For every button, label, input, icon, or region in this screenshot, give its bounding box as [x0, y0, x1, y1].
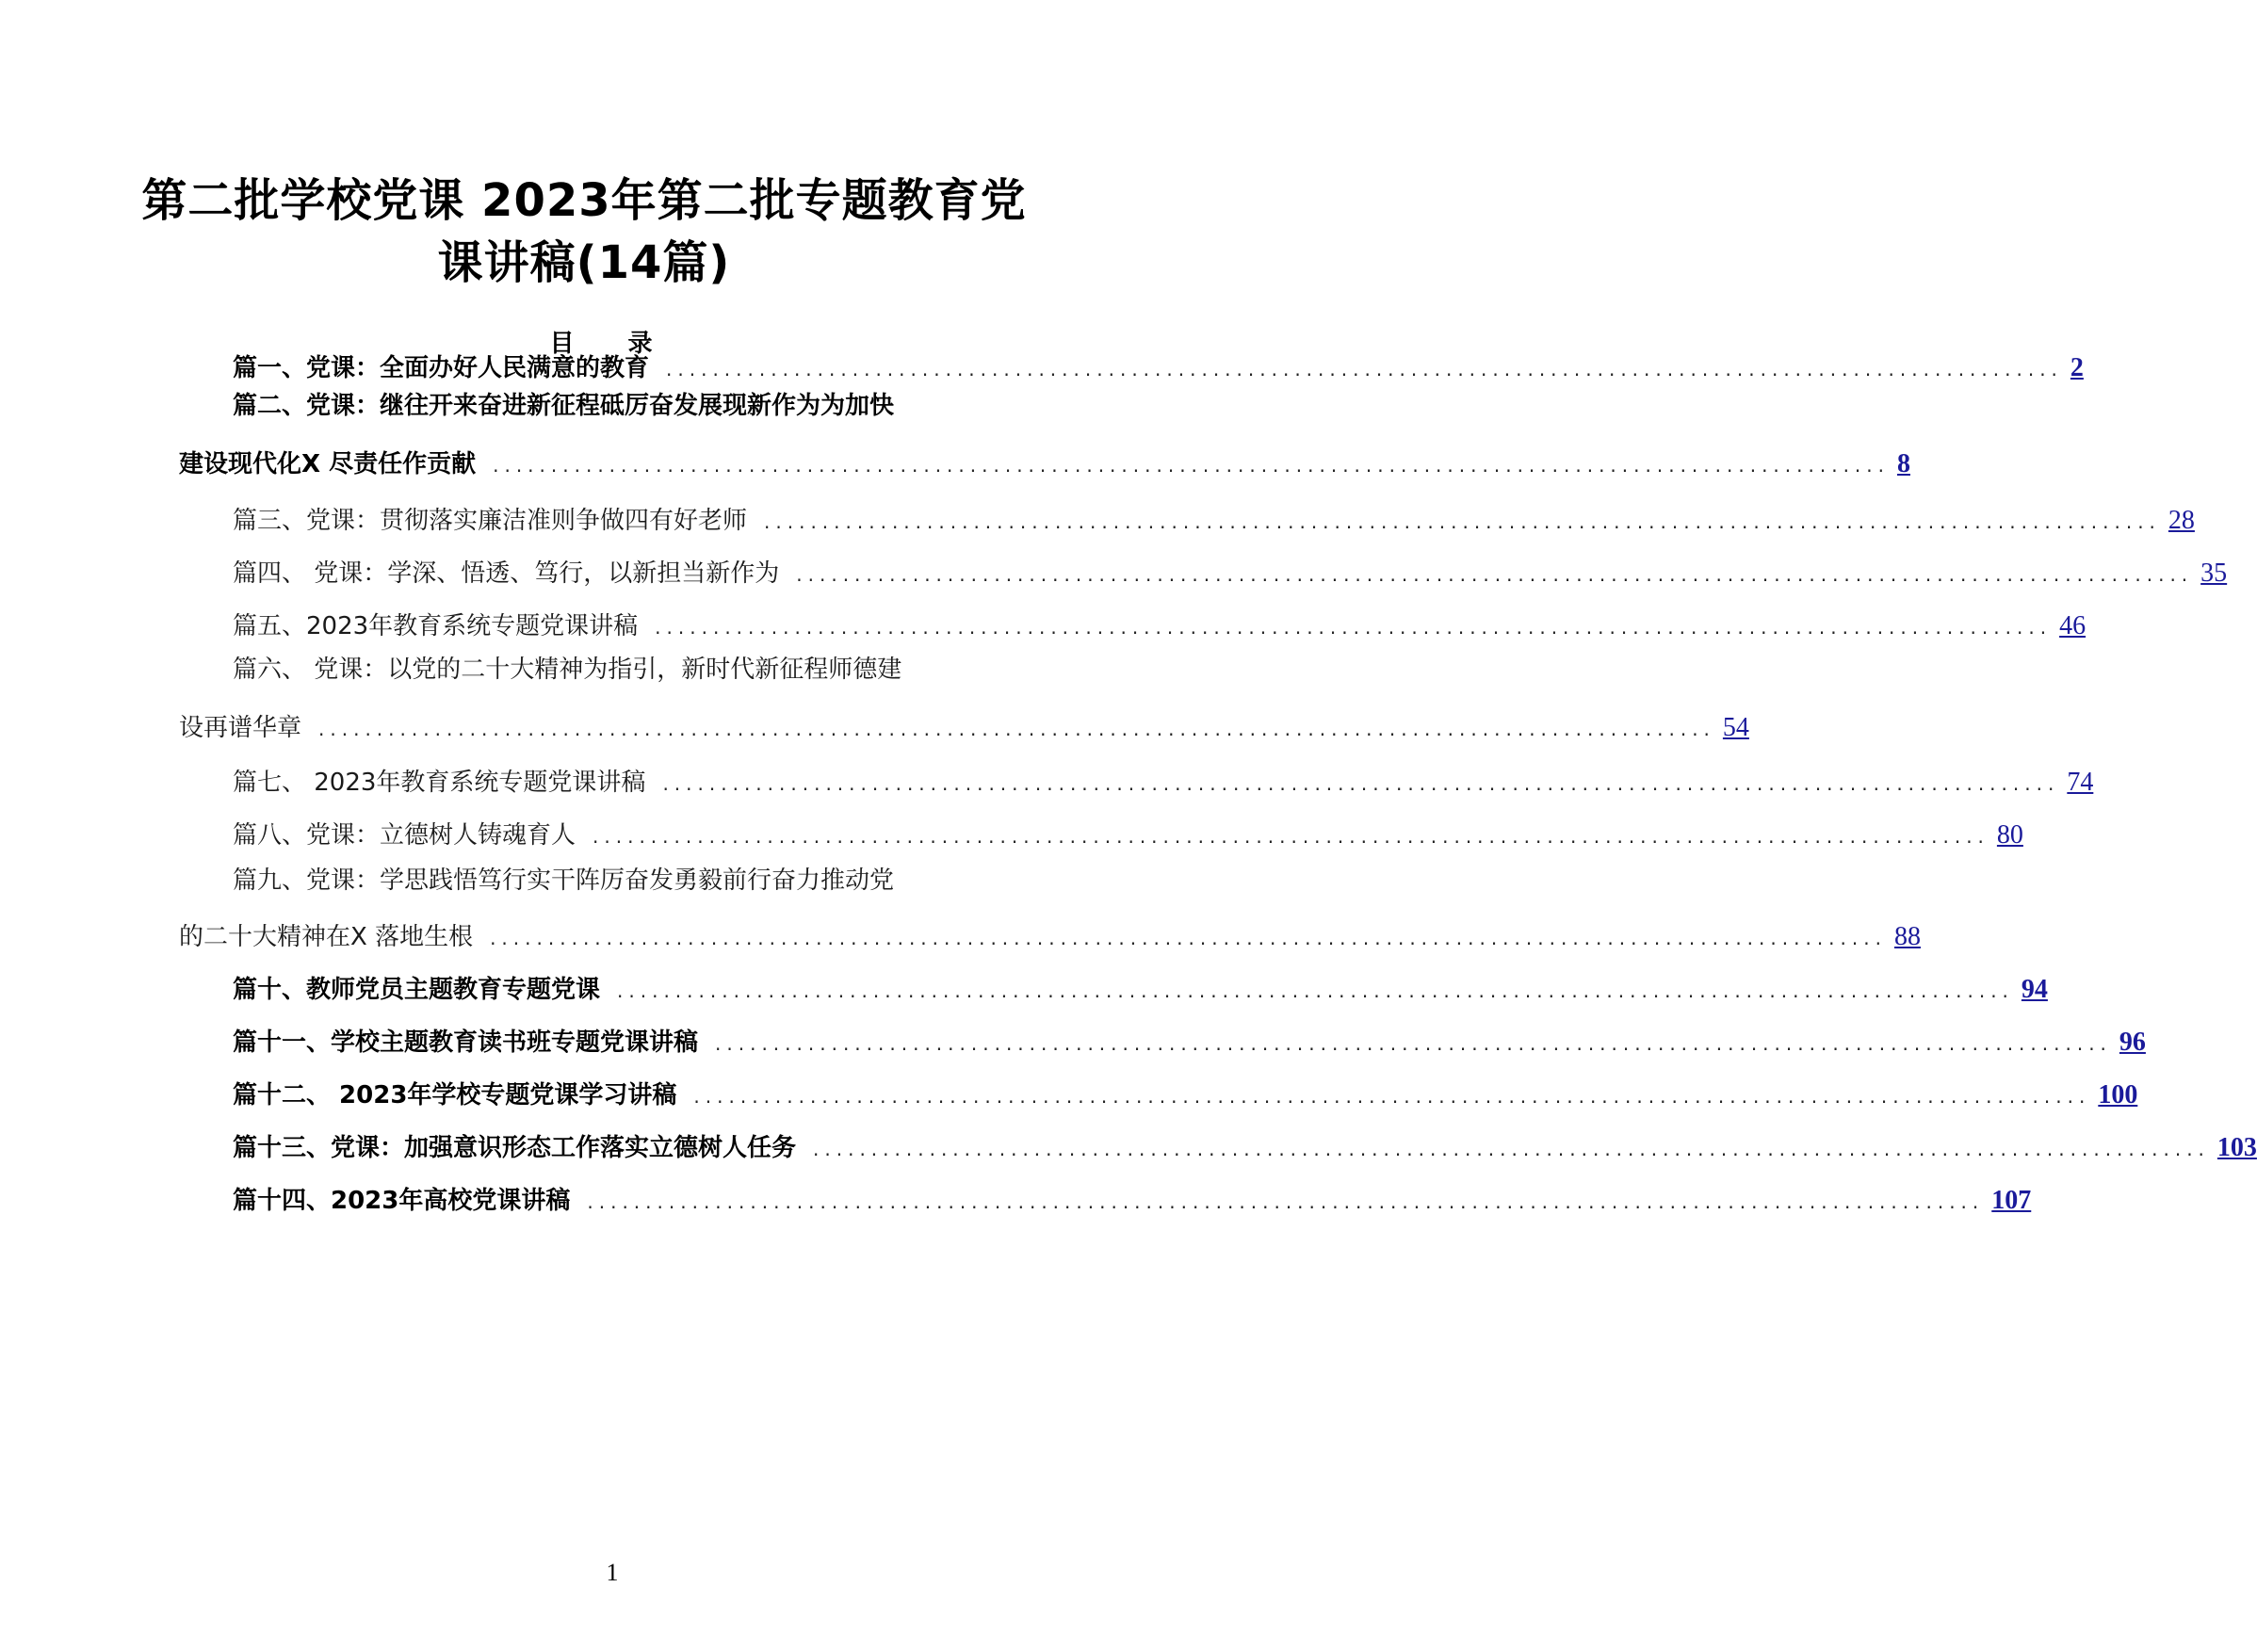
toc-entry-title: 篇十四、2023年高校党课讲稿 [233, 1187, 571, 1215]
toc-leader-dots: ........................................................................................................................ [617, 980, 2014, 1002]
toc-page-link[interactable]: 103 [2216, 1133, 2257, 1162]
toc-page-link[interactable]: 54 [1722, 713, 1749, 742]
toc-entry[interactable] [233, 1023, 2146, 1064]
toc-leader-dots: ........................................................................................................................ [666, 358, 2063, 381]
page-number: 1 [606, 1559, 619, 1586]
toc-leader-dots: ........................................................................................................................ [587, 1190, 1985, 1213]
toc-leader-dots: ........................................................................................................................ [655, 616, 2053, 639]
toc-entry-title: 篇十三、党课：加强意识形态工作落实立德树人任务 [233, 1134, 797, 1162]
toc-entry-title: 篇十、教师党员主题教育专题党课 [233, 976, 601, 1004]
toc-page-link[interactable]: 96 [2119, 1028, 2146, 1057]
toc-entry-line1: 篇九、党课：学思践悟笃行实干阵厉奋发勇毅前行奋力推动党 [233, 866, 895, 895]
toc-entry-title: 篇三、党课：贯彻落实廉洁准则争做四有好老师 [233, 507, 748, 535]
toc-page-link[interactable]: 94 [2021, 975, 2048, 1004]
toc-entry-title: 篇五、2023年教育系统专题党课讲稿 [233, 612, 639, 640]
toc-entry-title: 的二十大精神在X 落地生根 [179, 923, 474, 951]
toc-page-link[interactable]: 28 [2168, 506, 2195, 535]
toc-entry-title: 设再谱华章 [179, 714, 302, 742]
toc-entry-title: 篇十二、 2023年学校专题党课学习讲稿 [233, 1081, 677, 1109]
toc-entry[interactable] [233, 1181, 2032, 1223]
toc-leader-dots: ........................................................................................................................ [493, 454, 1890, 477]
toc-page-link[interactable]: 107 [1991, 1186, 2032, 1215]
toc-entry-title: 篇七、 2023年教育系统专题党课讲稿 [233, 769, 646, 797]
toc-entry[interactable] [179, 917, 1921, 959]
toc-entry[interactable] [233, 501, 2195, 543]
toc-entry[interactable] [233, 763, 2094, 804]
toc-entry[interactable] [233, 554, 2228, 595]
toc-entry-line1: 篇六、 党课：以党的二十大精神为指引，新时代新征程师德建 [233, 656, 902, 684]
toc-entry-title: 建设现代化X 尽责任作贡献 [179, 450, 477, 478]
toc-leader-dots: ........................................................................................................................ [318, 718, 1715, 740]
toc-leader-dots: ........................................................................................................................ [796, 563, 2194, 586]
toc-entry-line1: 篇二、党课：继往开来奋进新征程砥厉奋发展现新作为为加快 [233, 392, 895, 420]
document-title-line2: 课讲稿(14篇) [437, 236, 731, 289]
toc-page-link[interactable]: 8 [1897, 449, 1910, 478]
toc-leader-dots: ........................................................................................................................ [662, 772, 2060, 795]
toc-heading: 目 录 [549, 330, 675, 358]
toc-leader-dots: ........................................................................................................................ [764, 510, 2161, 533]
document-title-line1: 第二批学校党课 2023年第二批专题教育党 [141, 174, 1027, 227]
toc-entry[interactable] [233, 970, 2048, 1012]
toc-leader-dots: ........................................................................................................................ [813, 1138, 2210, 1160]
toc-leader-dots: ........................................................................................................................ [715, 1032, 2112, 1055]
toc-entry[interactable] [179, 708, 1749, 750]
toc-entry[interactable] [233, 816, 2023, 857]
toc-entry[interactable] [233, 348, 2084, 390]
toc-entry[interactable] [233, 607, 2087, 648]
toc-page-link[interactable]: 74 [2067, 768, 2094, 797]
toc-leader-dots: ........................................................................................................................ [593, 825, 1989, 848]
toc-entry[interactable] [179, 445, 1910, 486]
toc-page-link[interactable]: 35 [2200, 559, 2228, 588]
toc-page-link[interactable]: 80 [1996, 820, 2023, 850]
toc-page-link[interactable]: 100 [2098, 1080, 2138, 1109]
toc-page-link[interactable]: 2 [2070, 353, 2084, 382]
toc-entry[interactable] [233, 1128, 2257, 1170]
toc-entry-title: 篇一、党课：全面办好人民满意的教育 [233, 354, 650, 382]
toc-leader-dots: ........................................................................................................................ [490, 927, 1887, 949]
toc-entry-title: 篇十一、学校主题教育读书班专题党课讲稿 [233, 1028, 699, 1057]
toc-page-link[interactable]: 46 [2059, 611, 2087, 640]
toc-leader-dots: ........................................................................................................................ [693, 1085, 2091, 1108]
toc-entry-title: 篇四、 党课：学深、悟透、笃行，以新担当新作为 [233, 559, 780, 588]
toc-page-link[interactable]: 88 [1893, 922, 1921, 951]
toc-entry-title: 篇八、党课：立德树人铸魂育人 [233, 821, 576, 850]
toc-entry[interactable] [233, 1076, 2138, 1117]
